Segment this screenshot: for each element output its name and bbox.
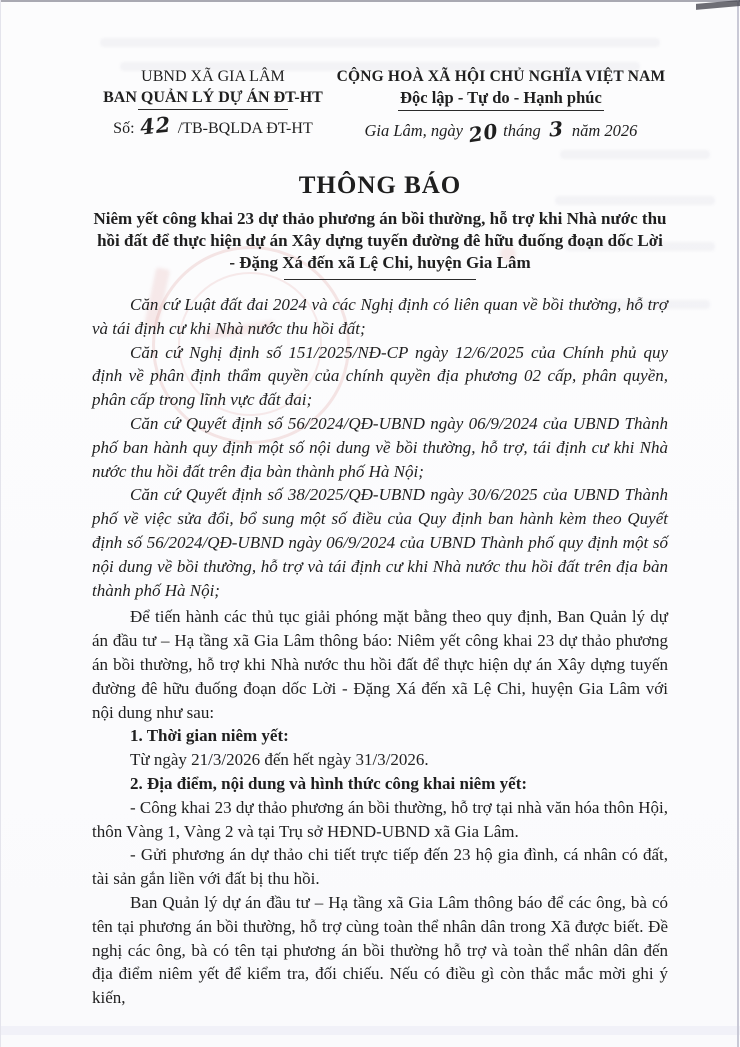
document-body bbox=[92, 293, 668, 1010]
legal-basis-paragraph: Căn cứ Luật đất đai 2024 và các Nghị định có liên quan về bồi thường, hỗ trợ và tái định cư khi Nhà nước thu hồi đất; bbox=[92, 295, 668, 338]
date-day-handwritten: 20 bbox=[467, 118, 501, 148]
date-prefix: Gia Lâm, ngày bbox=[364, 121, 464, 140]
subtitle-line: hồi đất để thực hiện dự án Xây dựng tuyến đường đê hữu đuống đoạn dốc Lời bbox=[97, 231, 663, 250]
issuing-org-block bbox=[92, 66, 334, 141]
date-month-handwritten: 3 bbox=[548, 116, 565, 142]
body-paragraph: Từ ngày 21/3/2026 đến hết ngày 31/3/2026. bbox=[130, 750, 429, 770]
scan-edge-left bbox=[0, 0, 1, 1047]
document-number-handwritten: 42 bbox=[138, 111, 172, 140]
document-title: THÔNG BÁO bbox=[298, 172, 462, 199]
document-subtitle bbox=[92, 208, 668, 280]
legal-basis-paragraph: Căn cứ Nghị định số 151/2025/NĐ-CP ngày 12/6/2025 của Chính phủ quy định về phân định thẩm quyền của chính quyền địa phương 02 cấp, phân quyền, phân cấp trong lĩnh vực đất đai; bbox=[92, 342, 668, 410]
legal-basis-paragraph: Căn cứ Quyết định số 56/2024/QĐ-UBND ngày 06/9/2024 của UBND Thành phố ban hành quy định một số nội dung về bồi thường, hỗ trợ, tái định cư khi Nhà nước thu hồi đất trên địa bàn thành phố Hà Nội; bbox=[92, 413, 668, 481]
scan-edge-right bbox=[737, 0, 739, 1047]
document-number bbox=[92, 113, 334, 138]
document-header bbox=[92, 66, 668, 148]
subtitle-line: - Đặng Xá đến xã Lệ Chi, huyện Gia Lâm bbox=[229, 253, 531, 272]
scan-bottom-band bbox=[0, 1026, 740, 1035]
body-paragraph: - Công khai 23 dự thảo phương án bồi thường, hỗ trợ tại nhà văn hóa thôn Hội, thôn Vàng 1, Vàng 2 và tại Trụ sở HĐND-UBND xã Gia Lâm. bbox=[92, 797, 668, 841]
national-motto: Độc lập - Tự do - Hạnh phúc bbox=[398, 87, 604, 111]
org-name: BAN QUẢN LÝ DỰ ÁN ĐT-HT bbox=[103, 89, 323, 106]
body-paragraph: - Gửi phương án dự thảo chi tiết trực tiếp đến 23 hộ gia đình, cá nhân có đất, tài sản gắn liền với đất bị thu hồi. bbox=[92, 845, 668, 889]
legal-basis-paragraph: Căn cứ Quyết định số 38/2025/QĐ-UBND ngày 30/6/2025 của UBND Thành phố về việc sửa đổi, bổ sung một số điều của Quy định ban hành kèm theo Quyết định số 56/2024/QĐ-UBND ngày 06/9/2024 của UBND Thành phố quy định một số nội dung về bồi thường, hỗ trợ và tái định cư khi Nhà nước thu hồi đất trên địa bàn thành phố Hà Nội; bbox=[92, 485, 668, 600]
org-underline bbox=[138, 109, 288, 110]
national-name: CỘNG HOÀ XÃ HỘI CHỦ NGHĨA VIỆT NAM bbox=[336, 68, 666, 85]
org-parent: UBND XÃ GIA LÂM bbox=[141, 68, 285, 85]
date-suffix: năm 2026 bbox=[571, 121, 638, 140]
bleedthrough-ghost bbox=[100, 38, 660, 47]
document-number-suffix: /TB-BQLDA ĐT-HT bbox=[177, 120, 313, 137]
section-heading-2: 2. Địa điểm, nội dung và hình thức công khai niêm yết: bbox=[130, 773, 528, 793]
national-header-block bbox=[334, 66, 668, 148]
subtitle-underline bbox=[284, 279, 476, 280]
document-number-label: Số: bbox=[113, 120, 135, 137]
place-date-line bbox=[334, 116, 668, 148]
section-heading-1: 1. Thời gian niêm yết: bbox=[130, 726, 289, 746]
date-middle: tháng bbox=[503, 121, 541, 140]
scan-edge-top bbox=[0, 0, 740, 2]
announcement-paragraph: Để tiến hành các thủ tục giải phóng mặt bằng theo quy định, Ban Quản lý dự án đầu tư – Hạ tầng xã Gia Lâm thông báo: Niêm yết công khai 23 dự thảo phương án bồi thường, hỗ trợ khi Nhà nước thu hồi đất để thực hiện dự án Xây dựng tuyến đường đê hữu đuống đoạn dốc Lời - Đặng Xá đến xã Lệ Chi, huyện Gia Lâm với nội dung như sau: bbox=[92, 607, 668, 722]
closing-paragraph: Ban Quản lý dự án đầu tư – Hạ tầng xã Gia Lâm thông báo để các ông, bà có tên tại phương án bồi thường, hỗ trợ cùng toàn thể nhân dân trong Xã được biết. Đề nghị các ông, bà có tên tại phương án bồi thường hỗ trợ và toàn thể nhân dân đến địa điểm niêm yết để kiểm tra, đối chiếu. Nếu có điều gì còn thắc mắc mời ghi ý kiến, bbox=[92, 892, 668, 1008]
subtitle-line: Niêm yết công khai 23 dự thảo phương án bồi thường, hỗ trợ khi Nhà nước thu bbox=[93, 209, 667, 228]
